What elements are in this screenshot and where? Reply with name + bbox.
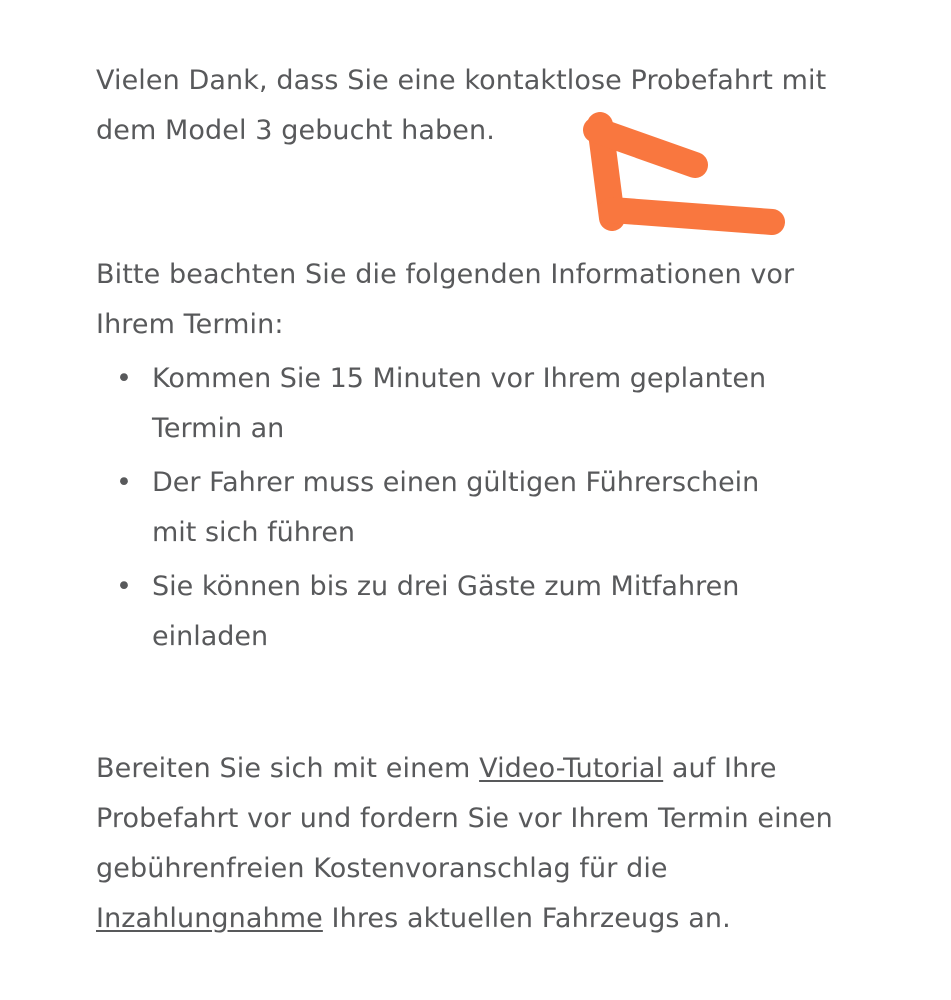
list-item xyxy=(96,562,861,662)
closing-text-part-3: Ihres aktuellen Fahrzeugs an. xyxy=(322,903,731,934)
bullet-icon: • xyxy=(116,363,132,394)
bullet-icon: • xyxy=(116,571,132,602)
list-item-text: Kommen Sie 15 Minuten vor Ihrem geplanten Termin an xyxy=(152,363,767,444)
closing-text-part-2: auf Ihre Probefahrt vor und fordern Sie vor Ihrem Termin einen gebührenfreien Kostenvoranschlag für die xyxy=(96,753,833,884)
list-item-text: Der Fahrer muss einen gültigen Führerschein mit sich führen xyxy=(152,467,760,548)
notice-heading: Bitte beachten Sie die folgenden Informationen vor Ihrem Termin: xyxy=(96,259,795,340)
video-tutorial-link[interactable]: Video-Tutorial xyxy=(479,753,664,784)
notice-bullet-list xyxy=(96,354,861,662)
list-item-text: Sie können bis zu drei Gäste zum Mitfahren einladen xyxy=(152,571,740,652)
closing-text-part-1: Bereiten Sie sich mit einem xyxy=(96,753,480,784)
trade-in-link[interactable]: Inzahlungnahme xyxy=(96,903,323,934)
spacer-1 xyxy=(96,156,861,250)
list-item xyxy=(96,458,861,558)
spacer-2 xyxy=(96,662,861,744)
list-item xyxy=(96,354,861,454)
bullet-icon: • xyxy=(116,467,132,498)
closing-paragraph xyxy=(96,744,861,944)
intro-paragraph: Vielen Dank, dass Sie eine kontaktlose Probefahrt mit dem Model 3 gebucht haben. xyxy=(96,65,827,146)
